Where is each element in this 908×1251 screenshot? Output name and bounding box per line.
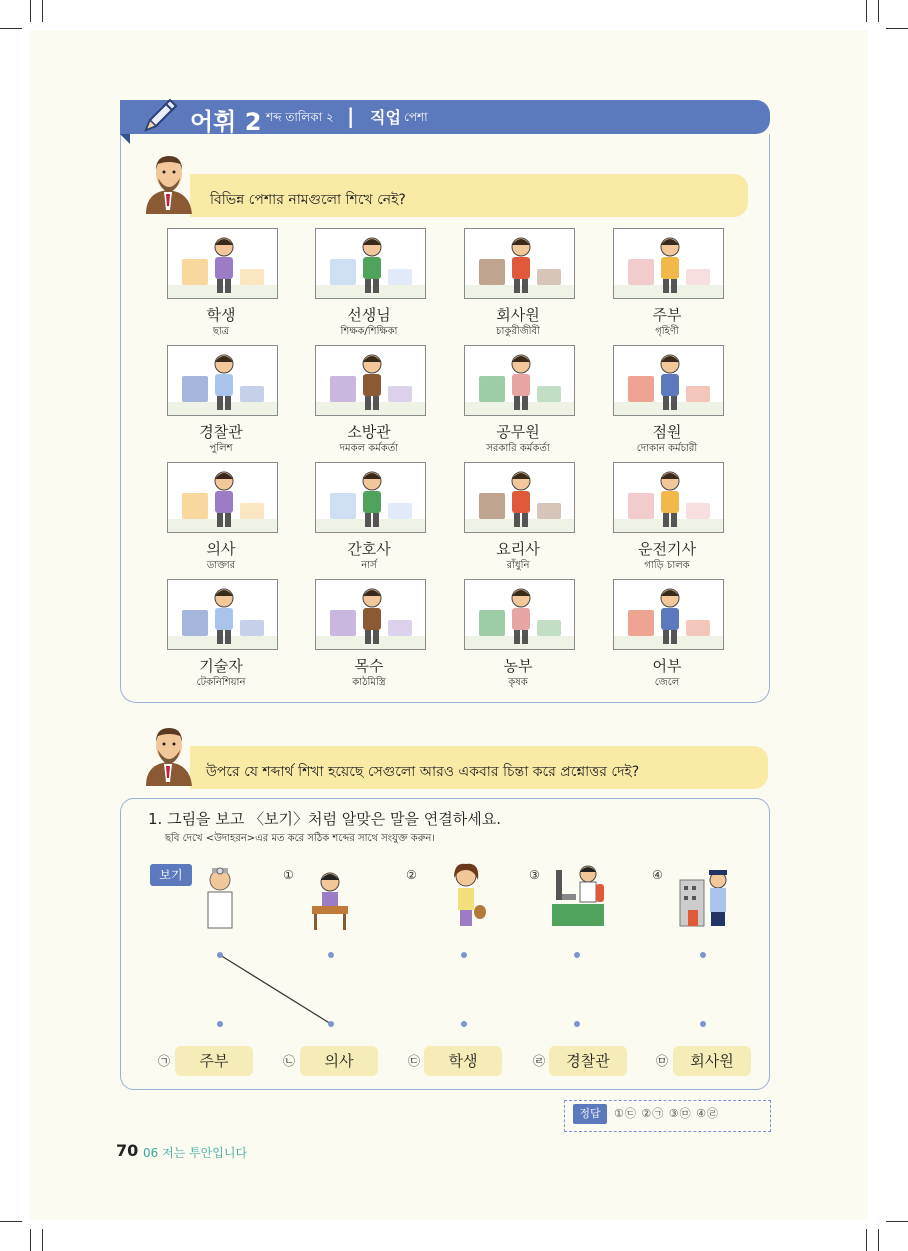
vocab-word-bengali: কৃষক <box>508 677 528 688</box>
answer-word-c[interactable]: 학생 <box>424 1046 502 1076</box>
section-title-bn: শব্দ তালিকা ২ <box>266 110 334 124</box>
item-number-2: ② <box>406 868 417 882</box>
vocab-word-korean: 농부 <box>503 657 533 675</box>
vocab-word-korean: 어부 <box>652 657 682 675</box>
vocab-word-bengali: নার্স <box>361 560 377 571</box>
answer-word-b[interactable]: 의사 <box>300 1046 378 1076</box>
item-number-3: ③ <box>529 868 540 882</box>
vocab-word-korean: 요리사 <box>496 540 540 558</box>
vocab-word-bengali: সরকারি কর্মকর্তা <box>486 443 550 454</box>
vocab-word-korean: 운전기사 <box>638 540 696 558</box>
vocab-word-korean: 의사 <box>206 540 236 558</box>
vocab-word-bengali: রাঁধুনি <box>506 560 530 571</box>
bottom-dot-d[interactable] <box>574 1021 580 1027</box>
vocab-word-korean: 회사원 <box>496 306 540 324</box>
vocab-word-bengali: দমকল কর্মকর্তা <box>339 443 399 454</box>
answer-word-d[interactable]: 경찰관 <box>549 1046 627 1076</box>
answer-mark-e: ㉤ <box>656 1054 669 1068</box>
topic-title-bn: পেশা <box>404 110 428 124</box>
vocab-word-korean: 선생님 <box>347 306 391 324</box>
bottom-dot-b[interactable] <box>328 1021 334 1027</box>
item-number-1: ① <box>283 868 294 882</box>
vocab-word-korean: 학생 <box>206 306 236 324</box>
vocab-word-korean: 소방관 <box>347 423 391 441</box>
vocab-word-bengali: গাড়ি চালক <box>644 560 690 571</box>
vocab-word-bengali: শিক্ষক/শিক্ষিকা <box>340 326 398 337</box>
exercise-subtitle: ছবি দেখে <উদাহরন>এর মত করে সঠিক শব্দের সাথে সংযুক্ত করুন। <box>165 833 435 844</box>
answer-word-a[interactable]: 주부 <box>175 1046 253 1076</box>
top-dot-example[interactable] <box>217 952 223 958</box>
vocab-word-bengali: জেলে <box>654 677 680 688</box>
practice-tip-text: উপরে যে শব্দার্থ শিখা হয়েছে সেগুলো আরও একবার চিন্তা করে প্রশ্নোত্তর দেই? <box>206 764 640 780</box>
bottom-dot-c[interactable] <box>461 1021 467 1027</box>
topic-title: 직업 <box>370 108 401 127</box>
vocab-word-korean: 공무원 <box>496 423 540 441</box>
answer-mark-b: ㉡ <box>283 1054 296 1068</box>
answer-mark-d: ㉣ <box>533 1054 546 1068</box>
vocab-word-bengali: টেকনিশিয়ান <box>196 677 246 688</box>
vocab-word-bengali: ছাত্র <box>212 326 230 337</box>
vocab-word-korean: 주부 <box>652 306 682 324</box>
answer-word-e[interactable]: 회사원 <box>673 1046 751 1076</box>
vocab-word-bengali: কাঠমিস্ত্রি <box>352 677 386 688</box>
page-number: 70 <box>116 1141 139 1160</box>
vocab-word-korean: 기술자 <box>199 657 243 675</box>
top-dot-3[interactable] <box>574 952 580 958</box>
title-separator: | <box>347 104 355 128</box>
vocab-word-korean: 경찰관 <box>199 423 243 441</box>
bottom-dot-a[interactable] <box>217 1021 223 1027</box>
example-badge: 보기 <box>150 864 192 886</box>
bottom-dot-e[interactable] <box>700 1021 706 1027</box>
answer-mark-c: ㉢ <box>408 1054 421 1068</box>
answer-key-text: ①㉢ ②㉠ ③㉤ ④㉣ <box>614 1107 719 1120</box>
section-title: 어휘 2 <box>190 108 262 136</box>
vocab-word-korean: 목수 <box>354 657 384 675</box>
vocab-word-bengali: চাকুরীজীবী <box>496 326 540 337</box>
top-dot-1[interactable] <box>328 952 334 958</box>
vocab-word-korean: 간호사 <box>347 540 391 558</box>
vocab-word-bengali: ডাক্তার <box>206 560 236 571</box>
vocab-word-korean: 점원 <box>652 423 682 441</box>
top-dot-4[interactable] <box>700 952 706 958</box>
item-number-4: ④ <box>652 868 663 882</box>
exercise-title: 1. 그림을 보고 〈보기〉처럼 알맞은 말을 연결하세요. <box>148 810 502 828</box>
vocab-word-bengali: পুলিশ <box>209 443 233 454</box>
vocab-word-bengali: গৃহিণী <box>655 326 679 337</box>
vocab-word-bengali: দোকান কর্মচারী <box>636 443 698 454</box>
answer-key-label: 정답 <box>573 1104 607 1124</box>
top-dot-2[interactable] <box>461 952 467 958</box>
section-name: 06 저는 투안입니다 <box>143 1146 248 1160</box>
example-connection-line <box>220 955 331 1024</box>
answer-mark-a: ㉠ <box>158 1054 171 1068</box>
intro-tip-text: বিভিন্ন পেশার নামগুলো শিখে নেই? <box>210 192 406 208</box>
